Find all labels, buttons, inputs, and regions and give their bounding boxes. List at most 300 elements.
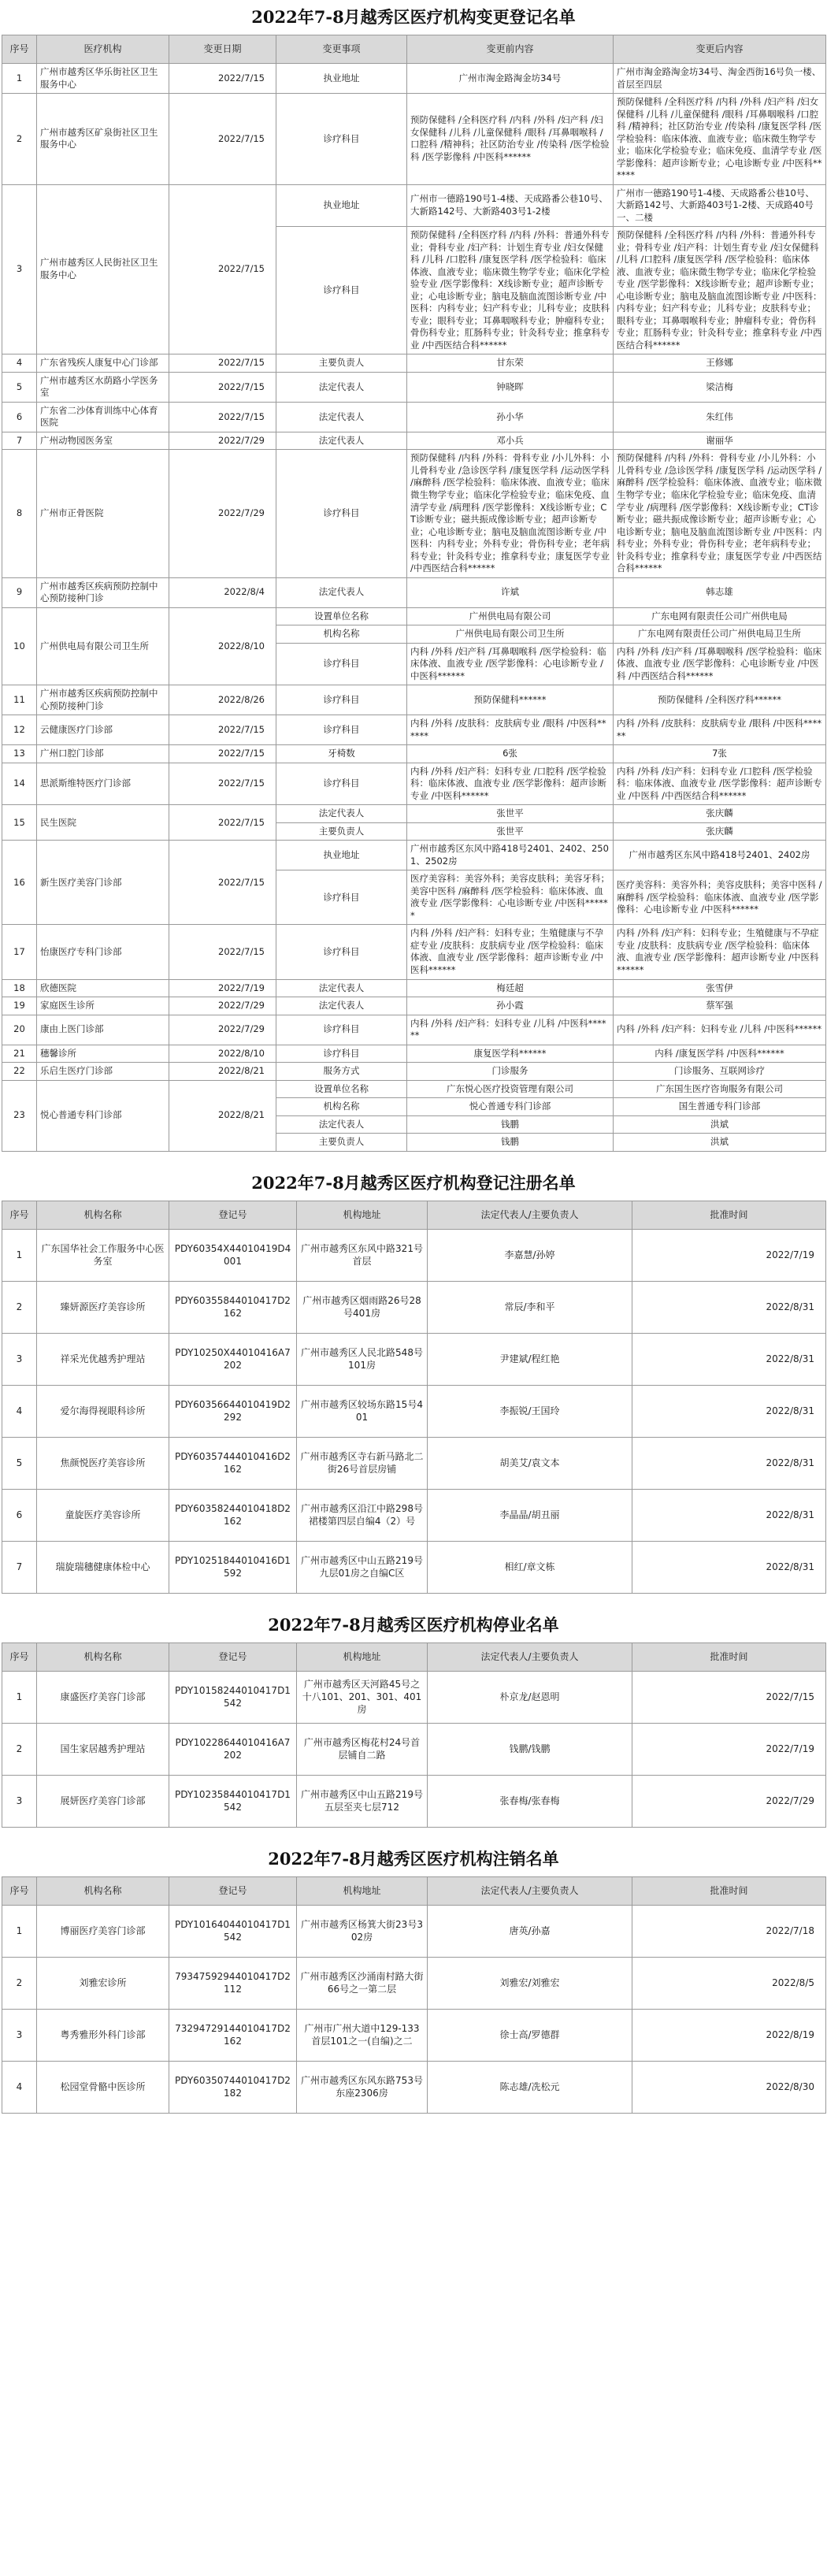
institution-name: 瑞旋瑞穗健康体检中心 <box>37 1541 169 1593</box>
institution-address: 广州市越秀区中山五路219号九层01房之自编C区 <box>297 1541 428 1593</box>
change-item: 法定代表人 <box>276 372 407 402</box>
content-before: 医疗美容科：美容外科；美容皮肤科；美容牙科；美容中医科 /麻醉科 /医学检验科：临床体液、血液专业 /医学影像科：心电诊断专业 /中医科****** <box>407 870 614 925</box>
change-date: 2022/7/15 <box>169 715 276 745</box>
change-item: 法定代表人 <box>276 805 407 823</box>
change-date: 2022/8/21 <box>169 1063 276 1081</box>
change-table-row <box>2 979 826 997</box>
row-number: 13 <box>2 745 37 763</box>
content-after: 洪斌 <box>614 1134 826 1152</box>
change-table-row <box>2 763 826 805</box>
content-after: 预防保健科 /全科医疗科 /内科 /外科：普通外科专业；骨科专业 /妇产科：计划生育专业 /妇女保健科 /儿科 /口腔科 /康复医学科 /医学检验科：临床体液、血液专业；临床微生物学专业；临床化学检验专业 /医学影像科：X线诊断专业；超声诊断专业；心电诊断专业；脑电及脑血流图诊断专业 /中医科：内科专业；妇产科专业；儿科专业；皮肤科专业；眼科专业；耳鼻咽喉科专业；肿瘤科专业；骨伤科专业；肛肠科专业；针灸科专业；推拿科专业 /中西医结合科****** <box>614 227 826 354</box>
register-header-cell: 机构地址 <box>297 1201 428 1229</box>
change-item: 诊疗科目 <box>276 94 407 185</box>
institution-name: 广东国华社会工作服务中心医务室 <box>37 1229 169 1281</box>
content-before: 内科 /外科 /妇产科：妇科专业 /口腔科 /医学检验科：临床体液、血液专业 /医学影像科：超声诊断专业 /中医科****** <box>407 763 614 805</box>
content-before: 广州供电局有限公司卫生所 <box>407 625 614 644</box>
institution-address: 广州市越秀区沿江中路298号裙楼第四层自编4（2）号 <box>297 1489 428 1541</box>
institution-name: 臻妍源医疗美容诊所 <box>37 1281 169 1333</box>
registration-number: PDY60358244010418D2162 <box>169 1489 297 1541</box>
change-table-row <box>2 354 826 373</box>
approval-date: 2022/7/19 <box>632 1723 826 1775</box>
content-after: 内科 /外科 /妇产科：妇科专业；生殖健康与不孕症专业 /皮肤科：皮肤病专业 /医学检验科：临床体液、血液专业 /医学影像科：超声诊断专业 /中医科****** <box>614 925 826 979</box>
change-date: 2022/7/15 <box>169 925 276 979</box>
change-date: 2022/8/21 <box>169 1080 276 1151</box>
institution-name: 穗馨诊所 <box>37 1045 169 1063</box>
institution-name: 童旋医疗美容诊所 <box>37 1489 169 1541</box>
change-table-row <box>2 1045 826 1063</box>
institution-name: 爱尔海得视眼科诊所 <box>37 1385 169 1437</box>
content-after: 蔡军强 <box>614 997 826 1015</box>
registration-number: 73294729144010417D2162 <box>169 2009 297 2061</box>
change-date: 2022/7/29 <box>169 432 276 450</box>
institution-name: 展妍医疗美容门诊部 <box>37 1775 169 1827</box>
content-before: 钟晓晖 <box>407 372 614 402</box>
institution-address: 广州市越秀区杨箕大街23号302房 <box>297 1905 428 1957</box>
change-table-body <box>2 64 826 1152</box>
row-number: 4 <box>2 1385 37 1437</box>
content-before: 钱鹏 <box>407 1115 614 1134</box>
registration-number: PDY60354X44010419D4001 <box>169 1229 297 1281</box>
row-number: 3 <box>2 1333 37 1385</box>
change-table-row <box>2 432 826 450</box>
change-table-row <box>2 685 826 715</box>
registration-number: PDY10251844010416D1592 <box>169 1541 297 1593</box>
institution-name: 焦颜悦医疗美容诊所 <box>37 1437 169 1489</box>
change-item: 诊疗科目 <box>276 715 407 745</box>
legal-representative: 尹建斌/程红艳 <box>428 1333 632 1385</box>
change-item: 诊疗科目 <box>276 763 407 805</box>
content-before: 许斌 <box>407 577 614 607</box>
content-after: 谢丽华 <box>614 432 826 450</box>
registration-number: PDY60350744010417D2182 <box>169 2061 297 2113</box>
register-table-row <box>2 1385 826 1437</box>
row-number: 21 <box>2 1045 37 1063</box>
registration-number: PDY10158244010417D1542 <box>169 1671 297 1723</box>
institution-name: 广州市越秀区水荫路小学医务室 <box>37 372 169 402</box>
content-after: 内科 /外科 /皮肤科：皮肤病专业 /眼科 /中医科****** <box>614 715 826 745</box>
change-table-header <box>2 35 826 64</box>
change-item: 主要负责人 <box>276 822 407 841</box>
row-number: 8 <box>2 450 37 577</box>
row-number: 15 <box>2 805 37 841</box>
institution-address: 广州市越秀区东风东路753号东座2306房 <box>297 2061 428 2113</box>
change-item: 法定代表人 <box>276 402 407 432</box>
change-date: 2022/7/15 <box>169 354 276 373</box>
row-number: 18 <box>2 979 37 997</box>
content-after: 广州市一德路190号1-4楼、天成路番公巷10号、大新路142号、大新路403号1-2楼、天成路40号一、二楼 <box>614 184 826 227</box>
change-item: 执业地址 <box>276 184 407 227</box>
institution-name: 怡康医疗专科门诊部 <box>37 925 169 979</box>
institution-name: 广州市越秀区疾病预防控制中心预防接种门诊 <box>37 685 169 715</box>
cancel-table-row <box>2 1957 826 2009</box>
content-before: 内科 /外科 /妇产科：妇科专业；生殖健康与不孕症专业 /皮肤科：皮肤病专业 /医学检验科：临床体液、血液专业 /医学影像科：超声诊断专业 /中医科****** <box>407 925 614 979</box>
change-item: 诊疗科目 <box>276 685 407 715</box>
suspend-table-row <box>2 1671 826 1723</box>
institution-address: 广州市越秀区东风中路321号首层 <box>297 1229 428 1281</box>
content-after: 张庆麟 <box>614 805 826 823</box>
row-number: 17 <box>2 925 37 979</box>
change-header-cell: 变更事项 <box>276 35 407 64</box>
content-before: 内科 /外科 /妇产科：妇科专业 /儿科 /中医科****** <box>407 1015 614 1045</box>
content-before: 张世平 <box>407 822 614 841</box>
cancel-table-row <box>2 1905 826 1957</box>
change-date: 2022/7/29 <box>169 997 276 1015</box>
suspend-table-row <box>2 1775 826 1827</box>
change-table-row <box>2 64 826 94</box>
register-header-cell: 序号 <box>2 1201 37 1229</box>
change-item: 诊疗科目 <box>276 925 407 979</box>
change-date: 2022/7/29 <box>169 450 276 577</box>
institution-address: 广州市越秀区中山五路219号五层至夹七层712 <box>297 1775 428 1827</box>
change-date: 2022/7/15 <box>169 64 276 94</box>
change-item: 诊疗科目 <box>276 1045 407 1063</box>
change-item: 执业地址 <box>276 64 407 94</box>
row-number: 2 <box>2 1723 37 1775</box>
change-table-row <box>2 715 826 745</box>
institution-name: 云健康医疗门诊部 <box>37 715 169 745</box>
register-table <box>2 1201 826 1594</box>
change-item: 主要负责人 <box>276 354 407 373</box>
change-item: 服务方式 <box>276 1063 407 1081</box>
content-before: 6张 <box>407 745 614 763</box>
row-number: 19 <box>2 997 37 1015</box>
content-after: 广东电网有限责任公司广州供电局 <box>614 607 826 625</box>
register-table-row <box>2 1281 826 1333</box>
institution-name: 广州市越秀区华乐街社区卫生服务中心 <box>37 64 169 94</box>
content-before: 孙小霞 <box>407 997 614 1015</box>
change-date: 2022/7/15 <box>169 841 276 925</box>
change-table-row <box>2 577 826 607</box>
change-header-cell: 变更日期 <box>169 35 276 64</box>
row-number: 11 <box>2 685 37 715</box>
row-number: 16 <box>2 841 37 925</box>
change-header-cell: 医疗机构 <box>37 35 169 64</box>
row-number: 22 <box>2 1063 37 1081</box>
institution-name: 广州供电局有限公司卫生所 <box>37 607 169 685</box>
content-after: 洪斌 <box>614 1115 826 1134</box>
content-before: 预防保健科 /全科医疗科 /内科 /外科：普通外科专业；骨科专业 /妇产科：计划生育专业 /妇女保健科 /儿科 /口腔科 /康复医学科 /医学检验科：临床体液、血液专业；临床微生物学专业；临床化学检验专业 /医学影像科：X线诊断专业；超声诊断专业；心电诊断专业；脑电及脑血流图诊断专业 /中医科：内科专业；妇产科专业；儿科专业；皮肤科专业；眼科专业；耳鼻咽喉科专业；肿瘤科专业；骨伤科专业；肛肠科专业；针灸科专业；推拿科专业 /中西医结合科****** <box>407 227 614 354</box>
change-table-row <box>2 745 826 763</box>
row-number: 3 <box>2 184 37 354</box>
row-number: 4 <box>2 2061 37 2113</box>
change-item: 诊疗科目 <box>276 643 407 685</box>
change-table-row <box>2 450 826 577</box>
institution-address: 广州市越秀区烟雨路26号28号401房 <box>297 1281 428 1333</box>
content-after: 7张 <box>614 745 826 763</box>
content-before: 甘东荣 <box>407 354 614 373</box>
cancel-header-cell: 机构地址 <box>297 1876 428 1905</box>
change-item: 设置单位名称 <box>276 1080 407 1098</box>
row-number: 3 <box>2 2009 37 2061</box>
register-header-cell: 法定代表人/主要负责人 <box>428 1201 632 1229</box>
institution-address: 广州市越秀区沙涌南村路大街66号之一第二层 <box>297 1957 428 2009</box>
institution-name: 祥采光优越秀护理站 <box>37 1333 169 1385</box>
change-item: 诊疗科目 <box>276 450 407 577</box>
change-item: 法定代表人 <box>276 1115 407 1134</box>
content-after: 预防保健科 /全科医疗科****** <box>614 685 826 715</box>
registration-number: PDY10235844010417D1542 <box>169 1775 297 1827</box>
institution-address: 广州市越秀区梅花村24号首层铺自二路 <box>297 1723 428 1775</box>
institution-name: 广东省二沙体育训练中心体育医院 <box>37 402 169 432</box>
change-item: 机构名称 <box>276 1098 407 1116</box>
row-number: 7 <box>2 1541 37 1593</box>
change-table-row <box>2 94 826 185</box>
change-header-cell: 变更后内容 <box>614 35 826 64</box>
approval-date: 2022/8/31 <box>632 1281 826 1333</box>
institution-name: 广东省残疾人康复中心门诊部 <box>37 354 169 373</box>
legal-representative: 胡美艾/袁文本 <box>428 1437 632 1489</box>
institution-name: 粤秀雅形外科门诊部 <box>37 2009 169 2061</box>
suspend-table <box>2 1642 826 1828</box>
cancel-table-row <box>2 2009 826 2061</box>
row-number: 2 <box>2 94 37 185</box>
row-number: 12 <box>2 715 37 745</box>
institution-name: 广州市越秀区人民街社区卫生服务中心 <box>37 184 169 354</box>
legal-representative: 常辰/李和平 <box>428 1281 632 1333</box>
change-date: 2022/7/19 <box>169 979 276 997</box>
row-number: 20 <box>2 1015 37 1045</box>
approval-date: 2022/8/30 <box>632 2061 826 2113</box>
register-table-row <box>2 1541 826 1593</box>
registration-number: 79347592944010417D2112 <box>169 1957 297 2009</box>
legal-representative: 李晶晶/胡丑丽 <box>428 1489 632 1541</box>
suspend-header-cell: 批准时间 <box>632 1642 826 1671</box>
change-date: 2022/8/10 <box>169 607 276 685</box>
register-section-title: 2022年7-8月越秀区医疗机构登记注册名单 <box>251 1172 576 1193</box>
content-after: 医疗美容科：美容外科；美容皮肤科；美容中医科 /麻醉科 /医学检验科：临床体液、血液专业 /医学影像科：心电诊断专业 /中医科****** <box>614 870 826 925</box>
institution-name: 广州市越秀区疾病预防控制中心预防接种门诊 <box>37 577 169 607</box>
row-number: 14 <box>2 763 37 805</box>
legal-representative: 李振锐/王国玲 <box>428 1385 632 1437</box>
approval-date: 2022/8/5 <box>632 1957 826 2009</box>
suspend-header-cell: 机构名称 <box>37 1642 169 1671</box>
suspend-section-title: 2022年7-8月越秀区医疗机构停业名单 <box>268 1614 559 1635</box>
change-table <box>2 35 826 1152</box>
content-before: 内科 /外科 /皮肤科：皮肤病专业 /眼科 /中医科****** <box>407 715 614 745</box>
change-table-row <box>2 841 826 870</box>
register-table-row <box>2 1333 826 1385</box>
content-after: 门诊服务、互联网诊疗 <box>614 1063 826 1081</box>
change-item: 法定代表人 <box>276 997 407 1015</box>
content-after: 王修娜 <box>614 354 826 373</box>
content-before: 广州市一德路190号1-4楼、天成路番公巷10号、大新路142号、大新路403号1-2楼 <box>407 184 614 227</box>
content-before: 预防保健科****** <box>407 685 614 715</box>
change-table-row <box>2 925 826 979</box>
row-number: 2 <box>2 1281 37 1333</box>
row-number: 6 <box>2 1489 37 1541</box>
row-number: 1 <box>2 64 37 94</box>
registration-number: PDY10228644010416A7202 <box>169 1723 297 1775</box>
legal-representative: 唐英/孙嘉 <box>428 1905 632 1957</box>
content-after: 广州市淘金路淘金坊34号、淘金西街16号负一楼、首层至四层 <box>614 64 826 94</box>
cancel-section-title: 2022年7-8月越秀区医疗机构注销名单 <box>268 1848 559 1869</box>
change-date: 2022/8/10 <box>169 1045 276 1063</box>
change-date: 2022/7/15 <box>169 745 276 763</box>
change-item: 诊疗科目 <box>276 870 407 925</box>
registration-number: PDY60357444010416D2162 <box>169 1437 297 1489</box>
row-number: 23 <box>2 1080 37 1151</box>
change-item: 主要负责人 <box>276 1134 407 1152</box>
suspend-table-row <box>2 1723 826 1775</box>
change-date: 2022/7/15 <box>169 372 276 402</box>
change-table-row <box>2 1015 826 1045</box>
row-number: 9 <box>2 577 37 607</box>
legal-representative: 张春梅/张春梅 <box>428 1775 632 1827</box>
approval-date: 2022/8/31 <box>632 1541 826 1593</box>
institution-name: 松园堂骨骼中医诊所 <box>37 2061 169 2113</box>
content-after: 内科 /外科 /妇产科 /耳鼻咽喉科 /医学检验科：临床体液、血液专业 /医学影像科：心电诊断专业 /中医科 /中西医结合科****** <box>614 643 826 685</box>
cancel-table-row <box>2 2061 826 2113</box>
row-number: 6 <box>2 402 37 432</box>
cancel-header-cell: 批准时间 <box>632 1876 826 1905</box>
row-number: 1 <box>2 1905 37 1957</box>
registration-number: PDY10250X44010416A7202 <box>169 1333 297 1385</box>
row-number: 7 <box>2 432 37 450</box>
legal-representative: 李嘉慧/孙婷 <box>428 1229 632 1281</box>
change-date: 2022/7/15 <box>169 402 276 432</box>
institution-name: 民生医院 <box>37 805 169 841</box>
content-before: 邓小兵 <box>407 432 614 450</box>
content-after: 预防保健科 /全科医疗科 /内科 /外科 /妇产科 /妇女保健科 /儿科 /儿童保健科 /眼科 /耳鼻咽喉科 /口腔科 /精神科；社区防治专业 /传染科 /康复医学科 /医学检验科：临床体液、血液专业；临床微生物学专业；临床化学检验专业；临床免疫、血清学专业 /医学影像科：超声诊断专业；心电诊断专业 /中医科****** <box>614 94 826 185</box>
institution-name: 广州市正骨医院 <box>37 450 169 577</box>
suspend-header-cell: 登记号 <box>169 1642 297 1671</box>
institution-address: 广州市越秀区天河路45号之十八101、201、301、401房 <box>297 1671 428 1723</box>
institution-name: 乐启生医疗门诊部 <box>37 1063 169 1081</box>
change-table-row <box>2 997 826 1015</box>
change-header-cell: 变更前内容 <box>407 35 614 64</box>
institution-name: 广州市越秀区矿泉街社区卫生服务中心 <box>37 94 169 185</box>
row-number: 2 <box>2 1957 37 2009</box>
row-number: 10 <box>2 607 37 685</box>
suspend-header-cell: 法定代表人/主要负责人 <box>428 1642 632 1671</box>
register-header-cell: 批准时间 <box>632 1201 826 1229</box>
change-item: 牙椅数 <box>276 745 407 763</box>
institution-name: 新生医疗美容门诊部 <box>37 841 169 925</box>
content-before: 广州供电局有限公司 <box>407 607 614 625</box>
content-after: 国生普通专科门诊部 <box>614 1098 826 1116</box>
approval-date: 2022/8/31 <box>632 1385 826 1437</box>
content-before: 广东悦心医疗投资管理有限公司 <box>407 1080 614 1098</box>
institution-name: 思派斯维特医疗门诊部 <box>37 763 169 805</box>
institution-name: 广州口腔门诊部 <box>37 745 169 763</box>
content-before: 广州市淘金路淘金坊34号 <box>407 64 614 94</box>
institution-name: 博丽医疗美容门诊部 <box>37 1905 169 1957</box>
change-date: 2022/7/15 <box>169 805 276 841</box>
register-table-row <box>2 1437 826 1489</box>
approval-date: 2022/8/31 <box>632 1489 826 1541</box>
institution-name: 康由上医门诊部 <box>37 1015 169 1045</box>
change-table-row <box>2 402 826 432</box>
change-table-row <box>2 1063 826 1081</box>
change-section-title: 2022年7-8月越秀区医疗机构变更登记名单 <box>251 7 576 27</box>
approval-date: 2022/8/19 <box>632 2009 826 2061</box>
change-table-row <box>2 372 826 402</box>
content-before: 悦心普通专科门诊部 <box>407 1098 614 1116</box>
change-table-row <box>2 805 826 823</box>
change-item: 执业地址 <box>276 841 407 870</box>
content-before: 钱鹏 <box>407 1134 614 1152</box>
change-date: 2022/8/26 <box>169 685 276 715</box>
content-after: 内科 /外科 /妇产科：妇科专业 /儿科 /中医科****** <box>614 1015 826 1045</box>
registration-number: PDY60355844010417D2162 <box>169 1281 297 1333</box>
approval-date: 2022/8/31 <box>632 1333 826 1385</box>
cancel-header-cell: 机构名称 <box>37 1876 169 1905</box>
content-before: 门诊服务 <box>407 1063 614 1081</box>
change-item: 诊疗科目 <box>276 227 407 354</box>
change-item: 机构名称 <box>276 625 407 644</box>
content-before: 梅廷超 <box>407 979 614 997</box>
change-date: 2022/8/4 <box>169 577 276 607</box>
cancel-header-cell: 法定代表人/主要负责人 <box>428 1876 632 1905</box>
content-before: 预防保健科 /内科 /外科：骨科专业 /小儿外科：小儿骨科专业 /急诊医学科 /康复医学科 /运动医学科 /麻醉科 /医学检验科：临床体液、血液专业；临床微生物学专业；临床化学检验专业；临床免疫、血清学专业 /病理科 /医学影像科：X线诊断专业；CT诊断专业；磁共振成像诊断专业；超声诊断专业；心电诊断专业；脑电及脑血流图诊断专业 /中医科：内科专业；外科专业；骨伤科专业；老年病科专业；针灸科专业；推拿科专业；康复医学专业 /中西医结合科****** <box>407 450 614 577</box>
legal-representative: 刘雅宏/刘雅宏 <box>428 1957 632 2009</box>
change-date: 2022/7/15 <box>169 94 276 185</box>
change-item: 诊疗科目 <box>276 1015 407 1045</box>
row-number: 5 <box>2 372 37 402</box>
content-before: 张世平 <box>407 805 614 823</box>
content-after: 张雪伊 <box>614 979 826 997</box>
suspend-header-cell: 机构地址 <box>297 1642 428 1671</box>
approval-date: 2022/7/15 <box>632 1671 826 1723</box>
institution-address: 广州市越秀区寺右新马路北二街26号首层房铺 <box>297 1437 428 1489</box>
content-after: 广东国生医疗咨询服务有限公司 <box>614 1080 826 1098</box>
content-after: 内科 /康复医学科 /中医科****** <box>614 1045 826 1063</box>
legal-representative: 徐士高/罗德群 <box>428 2009 632 2061</box>
row-number: 4 <box>2 354 37 373</box>
cancel-table <box>2 1876 826 2114</box>
row-number: 1 <box>2 1671 37 1723</box>
change-item: 法定代表人 <box>276 577 407 607</box>
change-table-row <box>2 184 826 227</box>
registration-number: PDY60356644010419D2292 <box>169 1385 297 1437</box>
content-after: 广东电网有限责任公司广州供电局卫生所 <box>614 625 826 644</box>
approval-date: 2022/7/29 <box>632 1775 826 1827</box>
change-header-cell: 序号 <box>2 35 37 64</box>
institution-name: 广州动物园医务室 <box>37 432 169 450</box>
institution-name: 刘雅宏诊所 <box>37 1957 169 2009</box>
register-table-row <box>2 1489 826 1541</box>
change-date: 2022/7/15 <box>169 763 276 805</box>
register-header-cell: 登记号 <box>169 1201 297 1229</box>
institution-address: 广州市广州大道中129-133首层101之一(自编)之二 <box>297 2009 428 2061</box>
institution-name: 国生家居越秀护理站 <box>37 1723 169 1775</box>
change-item: 设置单位名称 <box>276 607 407 625</box>
institution-address: 广州市越秀区人民北路548号101房 <box>297 1333 428 1385</box>
cancel-header-cell: 序号 <box>2 1876 37 1905</box>
cancel-header-cell: 登记号 <box>169 1876 297 1905</box>
content-after: 梁洁梅 <box>614 372 826 402</box>
institution-address: 广州市越秀区较场东路15号401 <box>297 1385 428 1437</box>
register-table-row <box>2 1229 826 1281</box>
legal-representative: 相红/章文栋 <box>428 1541 632 1593</box>
institution-name: 欣德医院 <box>37 979 169 997</box>
institution-name: 家庭医生诊所 <box>37 997 169 1015</box>
row-number: 3 <box>2 1775 37 1827</box>
content-before: 预防保健科 /全科医疗科 /内科 /外科 /妇产科 /妇女保健科 /儿科 /儿童保健科 /眼科 /耳鼻咽喉科 /口腔科 /精神科；社区防治专业 /传染科 /医学检验科 /医学影像科 /中医科****** <box>407 94 614 185</box>
content-after: 朱红伟 <box>614 402 826 432</box>
content-after: 预防保健科 /内科 /外科：骨科专业 /小儿外科：小儿骨科专业 /急诊医学科 /康复医学科 /运动医学科 /麻醉科 /医学检验科：临床体液、血液专业；临床微生物学专业；临床化学检验专业；临床免疫、血清学专业 /病理科 /医学影像科：X线诊断专业；CT诊断专业；磁共振成像诊断专业；超声诊断专业；心电诊断专业；脑电及脑血流图诊断专业 /中医科：内科专业；外科专业；骨伤科专业；老年病科专业；针灸科专业；推拿科专业；康复医学专业 /中西医结合科****** <box>614 450 826 577</box>
approval-date: 2022/7/18 <box>632 1905 826 1957</box>
legal-representative: 朴京龙/赵恩明 <box>428 1671 632 1723</box>
institution-name: 康盛医疗美容门诊部 <box>37 1671 169 1723</box>
change-date: 2022/7/29 <box>169 1015 276 1045</box>
row-number: 1 <box>2 1229 37 1281</box>
row-number: 5 <box>2 1437 37 1489</box>
content-before: 广州市越秀区东风中路418号2401、2402、2501、2502房 <box>407 841 614 870</box>
change-table-row <box>2 607 826 625</box>
legal-representative: 陈志雄/冼松元 <box>428 2061 632 2113</box>
change-item: 法定代表人 <box>276 432 407 450</box>
